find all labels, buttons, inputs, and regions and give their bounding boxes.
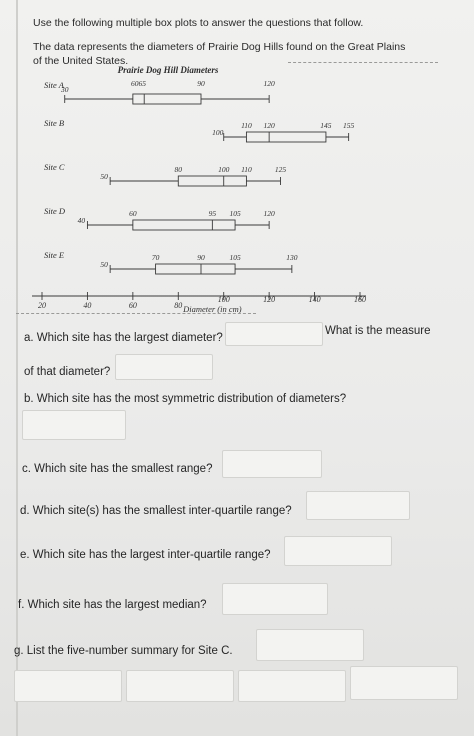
answer-box-c[interactable] <box>222 450 322 478</box>
answer-box-e[interactable] <box>284 536 392 566</box>
site-b-box <box>246 132 326 142</box>
site-a-label: Site A <box>44 80 64 90</box>
x-tick-label: 40 <box>83 301 92 310</box>
question-e: e. Which site has the largest inter-quartile range? <box>20 549 271 561</box>
instruction-line-1: Use the following multiple box plots to answer the questions that follow. <box>33 17 364 29</box>
x-tick-label: 20 <box>38 301 46 310</box>
question-a-continued: of that diameter? <box>24 366 111 378</box>
site-e-value-label: 50 <box>100 260 108 269</box>
answer-box-d[interactable] <box>306 491 410 520</box>
x-axis-title: Diameter (in cm) <box>183 304 242 314</box>
question-a: a. Which site has the largest diameter? <box>24 332 223 344</box>
site-a-box <box>133 94 201 104</box>
site-e-value-label: 105 <box>229 253 241 262</box>
answer-box-f[interactable] <box>222 583 328 615</box>
site-c-value-label: 110 <box>241 165 252 174</box>
x-tick-label: 100 <box>217 295 230 304</box>
question-c: c. Which site has the smallest range? <box>22 463 213 475</box>
site-c-label: Site C <box>44 162 65 172</box>
site-c-value-label: 125 <box>274 165 287 174</box>
site-e-value-label: 70 <box>151 253 160 262</box>
site-d-value-label: 105 <box>229 209 241 218</box>
answer-box-g[interactable] <box>256 629 364 661</box>
site-d-value-label: 40 <box>77 216 86 225</box>
site-e-value-label: 130 <box>286 253 298 262</box>
question-f: f. Which site has the largest median? <box>18 599 207 611</box>
site-b-label: Site B <box>44 118 65 128</box>
x-tick-label: 120 <box>263 295 276 304</box>
x-tick-label: 160 <box>354 295 366 304</box>
site-c-value-label: 80 <box>174 165 183 174</box>
answer-box-a-measure[interactable] <box>115 354 213 380</box>
site-e-box <box>156 264 236 274</box>
site-c-box <box>178 176 246 186</box>
site-a-value-label: 6065 <box>131 79 147 88</box>
five-number-box-4[interactable] <box>350 666 458 700</box>
site-c-value-label: 50 <box>100 172 108 181</box>
five-number-box-3[interactable] <box>238 670 346 702</box>
site-d-label: Site D <box>44 206 66 216</box>
site-b-value-label: 145 <box>320 121 332 130</box>
instruction-line-2: The data represents the diameters of Prairie Dog Hills found on the Great Plains <box>33 41 406 53</box>
site-d-value-label: 60 <box>129 209 137 218</box>
site-b-value-label: 110 <box>241 121 252 130</box>
site-b-value-label: 155 <box>343 121 355 130</box>
site-a-value-label: 30 <box>60 85 69 94</box>
answer-box-b[interactable] <box>22 410 126 440</box>
question-a-measure: What is the measure <box>325 325 431 337</box>
site-d-box <box>133 220 235 230</box>
question-g: g. List the five-number summary for Site C. <box>14 645 233 657</box>
site-e-label: Site E <box>44 250 65 260</box>
site-a-value-label: 90 <box>197 79 205 88</box>
question-d: d. Which site(s) has the smallest inter-quartile range? <box>20 505 292 517</box>
site-a-value-label: 120 <box>263 79 275 88</box>
answer-box-a-site[interactable] <box>225 322 323 346</box>
site-e-value-label: 90 <box>197 253 205 262</box>
dashed-rule-bottom <box>16 313 256 314</box>
x-tick-label: 60 <box>128 301 137 310</box>
site-c-value-label: 100 <box>218 165 230 174</box>
site-d-value-label: 120 <box>263 209 275 218</box>
five-number-box-2[interactable] <box>126 670 234 702</box>
site-d-value-label: 95 <box>208 209 217 218</box>
site-b-value-label: 120 <box>263 121 275 130</box>
site-b-value-label: 100 <box>212 128 224 137</box>
five-number-box-1[interactable] <box>14 670 122 702</box>
x-tick-label: 140 <box>308 295 321 304</box>
instruction-line-3: of the United States. <box>33 55 129 67</box>
question-b: b. Which site has the most symmetric distribution of diameters? <box>24 393 347 405</box>
x-tick-label: 80 <box>174 301 183 310</box>
chart-title: Prairie Dog Hill Diameters <box>117 65 219 75</box>
